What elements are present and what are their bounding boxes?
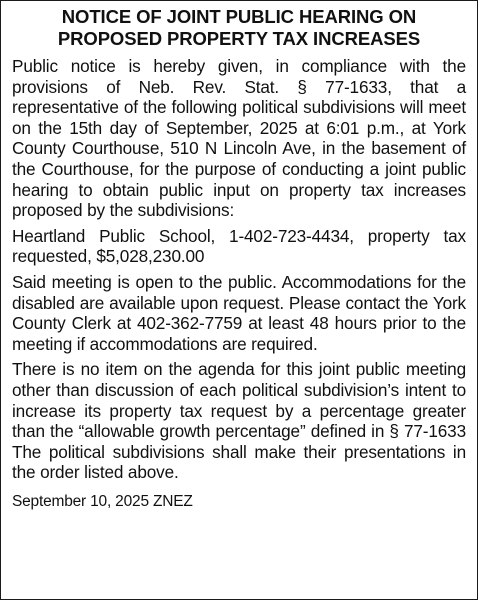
notice-paragraph-intro: Public notice is hereby given, in compliance with the provisions of Neb. Rev. Stat. § 77-1633, that a representative of the following political subdivisions will meet on the 15th day of September, 2025 at 6:01 p.m., at York County Courthouse, 510 N Lincoln Ave, in the basement of the Courthouse, for the purpose of conducting a joint public hearing to obtain public input on property tax increases proposed by the subdivisions: [12, 56, 466, 221]
title-line-1: NOTICE OF JOINT PUBLIC HEARING ON [61, 6, 417, 27]
title-line-2: PROPOSED PROPERTY TAX INCREASES [57, 28, 421, 49]
notice-paragraph-accommodations: Said meeting is open to the public. Accommodations for the disabled are available upon request. Please contact the York County Clerk at 402-362-7759 at least 48 hours prior to the meeting if accommodations are required. [12, 271, 466, 354]
notice-paragraph-subdivision: Heartland Public School, 1-402-723-4434, property tax requested, $5,028,230.00 [12, 225, 466, 267]
notice-footer-date: September 10, 2025 ZNEZ [12, 492, 193, 510]
notice-paragraph-agenda: There is no item on the agenda for this joint public meeting other than discussion of each political subdivision’s intent to increase its property tax request by a percentage greater than the “allowable growth percentage” defined in § 77-1633 The political subdivisions shall make their presentations in the order listed above. [12, 359, 466, 483]
notice-title [12, 6, 466, 50]
